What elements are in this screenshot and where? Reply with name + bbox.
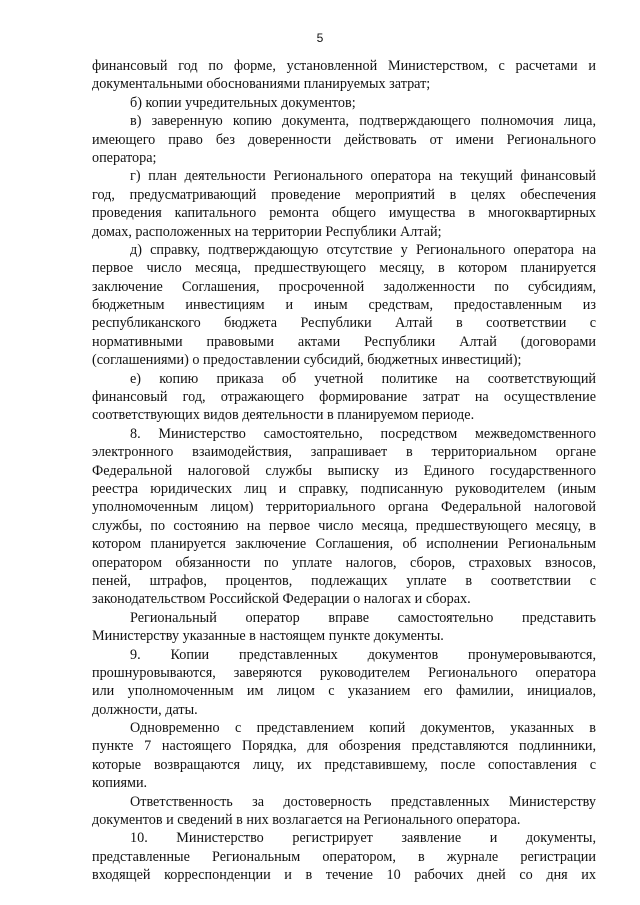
text-line: в) заверенную копию документа, подтверждающего полномочия лица, — [130, 113, 596, 130]
text-line: которые возвращаются лицу, их представившему, после сопоставления с — [92, 756, 596, 773]
text-line: документов и сведений в них возлагается на Регионального оператора. — [92, 812, 521, 829]
text-line: электронного взаимодействия, запрашивает в территориальном органе — [92, 444, 596, 461]
text-line: реестра юридических лиц и справку, подписанную руководителем (иным — [92, 480, 596, 497]
text-line: представленные Региональным оператором, в журнале регистрации — [92, 848, 596, 865]
text-line: (соглашениями) о предоставлении субсидий, бюджетных инвестиций); — [92, 352, 522, 369]
text-line: оператором обязанности по уплате налогов, сборов, страховых взносов, — [92, 554, 596, 571]
text-line: Региональный оператор вправе самостоятельно представить — [130, 609, 596, 626]
text-line: документальными обоснованиями планируемых затрат; — [92, 76, 431, 93]
text-line: Министерству указанные в настоящем пункте документы. — [92, 628, 444, 645]
page-number: 5 — [316, 31, 324, 45]
text-line: 9. Копии представленных документов пронумеровываются, — [130, 646, 596, 663]
text-line: или уполномоченным им лицом с указанием его фамилии, инициалов, — [92, 683, 596, 700]
text-line: первое число месяца, предшествующего месяцу, в котором планируется — [92, 260, 596, 277]
text-line: 8. Министерство самостоятельно, посредством межведомственного — [130, 425, 596, 442]
text-line: домах, расположенных на территории Республики Алтай; — [92, 223, 442, 240]
text-line: д) справку, подтверждающую отсутствие у Регионального оператора на — [130, 241, 596, 258]
text-line: финансовый год, отражающего формирование затрат на осуществление — [92, 389, 596, 406]
text-line: должности, даты. — [92, 701, 198, 718]
text-line: финансовый год по форме, установленной Министерством, с расчетами и — [92, 58, 596, 74]
text-line: бюджетным инвестициям и иным средствам, предоставленным из — [92, 297, 596, 314]
text-line: заключение Соглашения, просроченной задолженности по субсидиям, — [92, 278, 596, 295]
text-line: республиканского бюджета Республики Алтай в соответствии с — [92, 315, 596, 332]
text-line: входящей корреспонденции и в течение 10 рабочих дней со дня их — [92, 867, 596, 884]
text-line: имеющего право без доверенности действовать от имени Регионального — [92, 131, 596, 148]
text-line: законодательством Российской Федерации о налогах и сборах. — [92, 591, 471, 608]
text-line: пункте 7 настоящего Порядка, для обозрения представляются подлинники, — [92, 738, 596, 755]
text-line: нормативными правовыми актами Республики Алтай (договорами — [92, 333, 596, 350]
document-body — [92, 57, 596, 885]
text-line: уполномоченным лицом) территориального органа Федеральной налоговой — [92, 499, 596, 516]
text-line: проведения капитального ремонта общего имущества в многоквартирных — [92, 205, 596, 222]
text-line: год, предусматривающий проведение мероприятий в целях обеспечения — [92, 186, 596, 203]
text-line: прошнуровываются, заверяются руководителем Регионального оператора — [92, 664, 596, 681]
text-line: соответствующих видов деятельности в планируемом периоде. — [92, 407, 475, 424]
text-line: Ответственность за достоверность представленных Министерству — [130, 793, 596, 810]
text-line: оператора; — [92, 149, 157, 166]
text-line: котором планируется заключение Соглашения, об исполнении Региональным — [92, 536, 596, 553]
text-line: е) копию приказа об учетной политике на соответствующий — [130, 370, 596, 387]
text-line: службы, по состоянию на первое число месяца, предшествующего месяцу, в — [92, 517, 596, 534]
text-line: г) план деятельности Регионального оператора на текущий финансовый — [130, 168, 596, 185]
text-line: Федеральной налоговой службы выписку из Единого государственного — [92, 462, 596, 479]
text-line: копиями. — [92, 775, 148, 792]
text-line: 10. Министерство регистрирует заявление и документы, — [130, 830, 596, 847]
text-line: пеней, штрафов, процентов, подлежащих уплате в соответствии с — [92, 572, 596, 589]
text-line: Одновременно с представлением копий документов, указанных в — [130, 720, 596, 737]
text-line: б) копии учредительных документов; — [130, 94, 356, 111]
